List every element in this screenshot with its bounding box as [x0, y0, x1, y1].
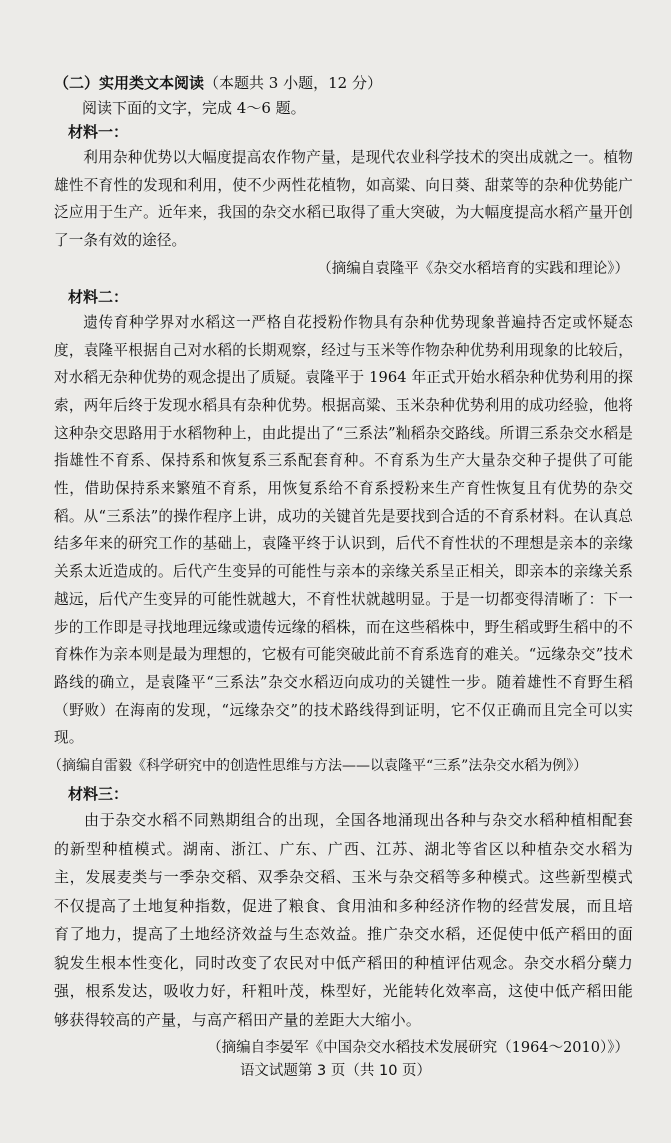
section-title: [54, 72, 633, 94]
reading-instruction: 阅读下面的文字，完成 4～6 题。: [82, 99, 306, 117]
material-2-source: （摘编自雷毅《科学研究中的创造性思维与方法——以袁隆平“三系”法杂交水稻为例》）: [48, 758, 588, 775]
page-footer: 语文试题第 3 页（共 10 页）: [239, 1063, 432, 1079]
material-3-text: 由于杂交水稻不同熟期组合的出现，全国各地涌现出各种与杂交水稻种植相配套的新型种植模式。湖南、浙江、广东、广西、江苏、湖北等省区以种植杂交水稻为主，发展麦类与一季杂交稻、双季杂交稻、玉米与杂交稻等多种模式。这些新型模式不仅提高了土地复种指数，促进了粮食、食用油和多种经济作物的经营发展，而且培育了地力，提高了土地经济效益与生态效益。推广杂交水稻，还促使中低产稻田的面貌发生根本性变化，同时改变了农民对中低产稻田的种植评估观念。杂交水稻分蘖力强，根系发达，吸收力好，秆粗叶茂，株型好，光能转化效率高，这使中低产稻田能够获得较高的产量，与高产稻田产量的差距大大缩小。: [54, 811, 633, 1029]
material-3: [46, 782, 633, 1062]
section-title-text: （二）实用类文本阅读: [54, 74, 205, 92]
material-2: [46, 285, 633, 780]
material-2-text: 遗传育种学界对水稻这一严格自花授粉作物具有杂种优势现象普遍持否定或怀疑态度，袁隆平根据自己对水稻的长期观察，经过与玉米等作物杂种优势利用现象的比较后，对水稻无杂种优势的观念提出了质疑。袁隆平于 1964 年正式开始水稻杂种优势利用的探索，两年后终于发现水稻具有杂种优势。根据高粱、玉米杂种优势利用的成功经验，他将这种杂交思路用于水稻物种上，由此提出了“三系法”籼稻杂交路线。所谓三系杂交水稻是指雄性不育系、保持系和恢复系三系配套育种。不育系为生产大量杂交种子提供了可能性，借助保持系来繁殖不育系，用恢复系给不育系授粉来生产育性恢复且有优势的杂交稻。从“三系法”的操作程序上讲，成功的关键首先是要找到合适的不育系材料。在认真总结多年来的研究工作的基础上，袁隆平终于认识到，后代不育性状的不理想是亲本的亲缘关系太近造成的。后代产生变异的可能性与亲本的亲缘关系呈正相关，即亲本的亲缘关系越远，后代产生变异的可能性就越大，不育性状就越明显。于是一切都变得清晰了：下一步的工作即是寻找地理远缘或遗传远缘的稻株，而在这些稻株中，野生稻或野生稻中的不育株作为亲本则是最为理想的，它极有可能突破此前不育系选育的难关。“远缘杂交”技术路线的确立，是袁隆平“三系法”杂交水稻迈向成功的关键性一步。随着雄性不育野生稻（野败）在海南的发现，“远缘杂交”的技术路线得到证明，它不仅正确而且完全可以实现。: [54, 313, 633, 747]
material-3-label: 材料三：: [68, 785, 129, 804]
material-1-source: （摘编自袁隆平《杂交水稻培育的实践和理论》）: [317, 260, 629, 277]
material-1: [46, 120, 633, 283]
section-score-note: （本题共 3 小题，12 分）: [204, 74, 382, 92]
material-1-label: 材料一：: [68, 123, 129, 141]
material-1-text: 利用杂种优势以大幅度提高农作物产量，是现代农业科学技术的突出成就之一。植物雄性不育性的发现和利用，使不少两性花植物，如高粱、向日葵、甜菜等的杂种优势能广泛应用于生产。近年来，我国的杂交水稻已取得了重大突破，为大幅度提高水稻产量开创了一条有效的途径。: [54, 149, 633, 250]
material-3-source: （摘编自李晏军《中国杂交水稻技术发展研究（1964～2010）》）: [207, 1040, 629, 1057]
material-2-label: 材料二：: [68, 287, 129, 306]
